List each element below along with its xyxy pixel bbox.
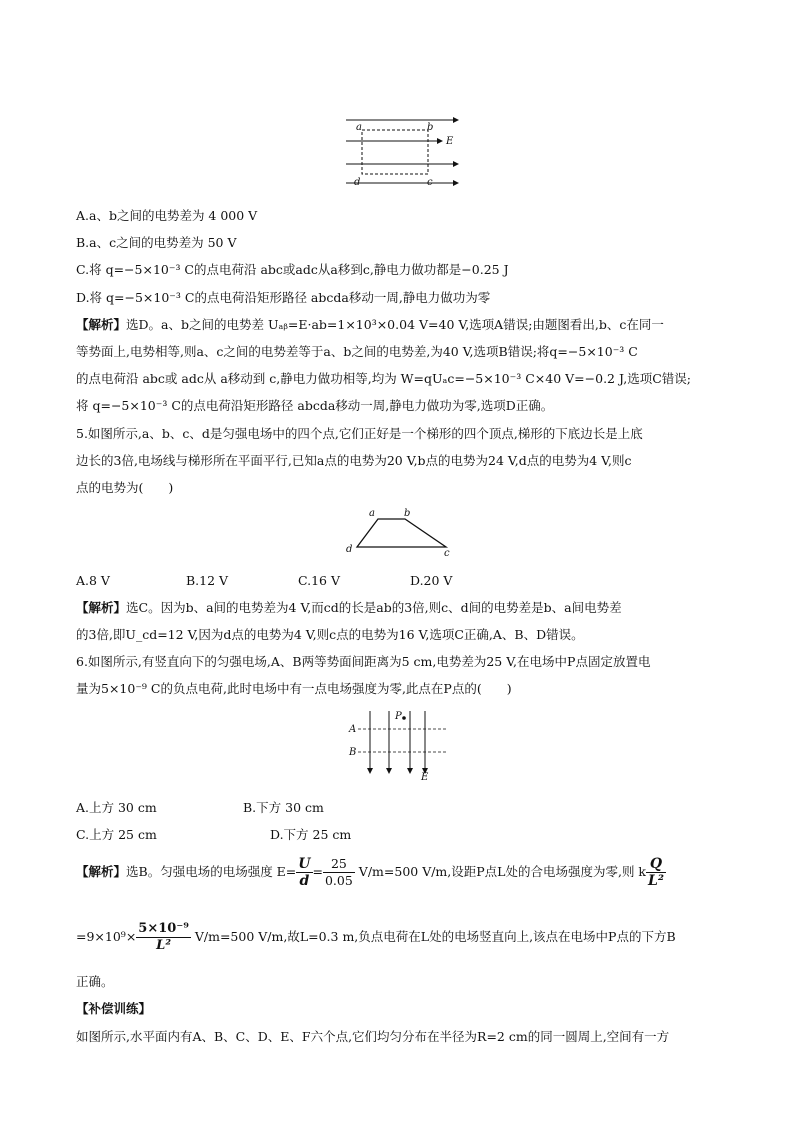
fraction-5e-9-over-L2: $\frac{\text{5×10⁻⁹}}{\text{L²}}$ [138,921,189,953]
fig3-label-E: E [421,772,429,783]
q5-solution-line-1: 【解析】选C。因为b、a间的电势差为4 V,而cd的长是ab的3倍,则c、d间的电势差是b、a间电势差 [76,600,622,615]
q5-option-a: A.8 V [76,573,110,588]
figure-rectangle-field [340,108,470,190]
fig2-label-d: d [346,544,353,555]
q4-option-d: D.将 q=−5×10⁻³ C的点电荷沿矩形路径 abcda移动一周,静电力做功为零 [76,290,491,305]
compensation-training-label: 【补偿训练】 [76,1001,152,1016]
solution-label: 【解析】 [76,600,127,615]
q6-option-c: C.上方 25 cm [76,827,157,842]
q6-option-a: A.上方 30 cm [76,800,157,815]
q6-solution-line-1: 【解析】选B。匀强电场的电场强度 E= $\frac{U}{d}$ = $\frac{25}{0.05}$ V/m=500 V/m,设距P点L处的合电场强度为零,则 k $\frac{Q}{\text{L²}}$ [76,856,664,889]
q4-option-a: A.a、b之间的电势差为 4 000 V [76,208,258,223]
q4-solution-line-4: 将 q=−5×10⁻³ C的点电荷沿矩形路径 abcda移动一周,静电力做功为零,选项D正确。 [76,398,554,413]
q4-option-b: B.a、c之间的电势差为 50 V [76,235,237,250]
fig1-label-d: d [354,177,361,188]
q5-stem-line-1: 5.如图所示,a、b、c、d是匀强电场中的四个点,它们正好是一个梯形的四个顶点,梯形的下底边长是上底 [76,426,643,441]
q5-stem-line-3: 点的电势为( ) [76,480,174,495]
q5-stem-line-2: 边长的3倍,电场线与梯形所在平面平行,已知a点的电势为20 V,b点的电势为24 V,d点的电势为4 V,则c [76,453,632,468]
fig1-label-c: c [427,177,433,188]
figure-trapezoid [340,505,460,560]
fraction-U-over-d: $\frac{U}{d}$ [298,856,311,889]
fig1-label-a: a [356,122,362,133]
fig2-label-a: a [369,508,375,519]
fig1-label-b: b [427,122,434,133]
q6-stem-line-2: 量为5×10⁻⁹ C的负点电荷,此时电场中有一点电场强度为零,此点在P点的( ) [76,681,512,696]
solution-label: 【解析】 [76,317,127,332]
solution-label: 【解析】 [76,864,127,879]
fig1-label-E: E [446,136,454,147]
q5-option-b: B.12 V [186,573,229,588]
charge-point-P [402,716,406,720]
q4-solution-line-3: 的点电荷沿 abc或 adc从 a移动到 c,静电力做功相等,均为 W=qUₐc=−5×10⁻³ C×40 V=−0.2 J,选项C错误; [76,371,691,386]
q6-solution-line-3: 正确。 [76,974,114,989]
fig2-label-b: b [404,508,411,519]
compensation-question-line-1: 如图所示,水平面内有A、B、C、D、E、F六个点,它们均匀分布在半径为R=2 cm的同一圆周上,空间有一方 [76,1029,670,1044]
figure-equipotential-field [340,707,460,787]
q6-solution-line-2: =9×10⁹× $\frac{\text{5×10⁻⁹}}{\text{L²}}$ V/m=500 V/m,故L=0.3 m,负点电荷在L处的电场竖直向上,该点在电场中P点的下方B [76,921,676,953]
q5-option-d: D.20 V [410,573,453,588]
fraction-25-over-005: $\frac{25}{0.05}$ [324,856,353,888]
q6-stem-line-1: 6.如图所示,有竖直向下的匀强电场,A、B两等势面间距离为5 cm,电势差为25 V,在电场中P点固定放置电 [76,654,651,669]
q4-solution-line-1: 【解析】选D。a、b之间的电势差 Uₐᵦ=E·ab=1×10³×0.04 V=40 V,选项A错误;由题图看出,b、c在同一 [76,317,664,332]
q5-option-c: C.16 V [298,573,340,588]
q6-option-b: B.下方 30 cm [243,800,324,815]
fig3-label-B: B [349,747,357,758]
q4-option-c: C.将 q=−5×10⁻³ C的点电荷沿 abc或adc从a移到c,静电力做功都是−0.25 J [76,262,509,277]
fig3-label-P: P [395,711,402,722]
q5-solution-line-2: 的3倍,即U_cd=12 V,因为d点的电势为4 V,则c点的电势为16 V,选项C正确,A、B、D错误。 [76,627,584,642]
fraction-Q-over-L2: $\frac{Q}{\text{L²}}$ [648,856,664,889]
q6-option-d: D.下方 25 cm [270,827,352,842]
q4-solution-line-2: 等势面上,电势相等,则a、c之间的电势差等于a、b之间的电势差,为40 V,选项B错误;将q=−5×10⁻³ C [76,344,638,359]
fig2-label-c: c [444,548,450,559]
fig3-label-A: A [349,724,357,735]
